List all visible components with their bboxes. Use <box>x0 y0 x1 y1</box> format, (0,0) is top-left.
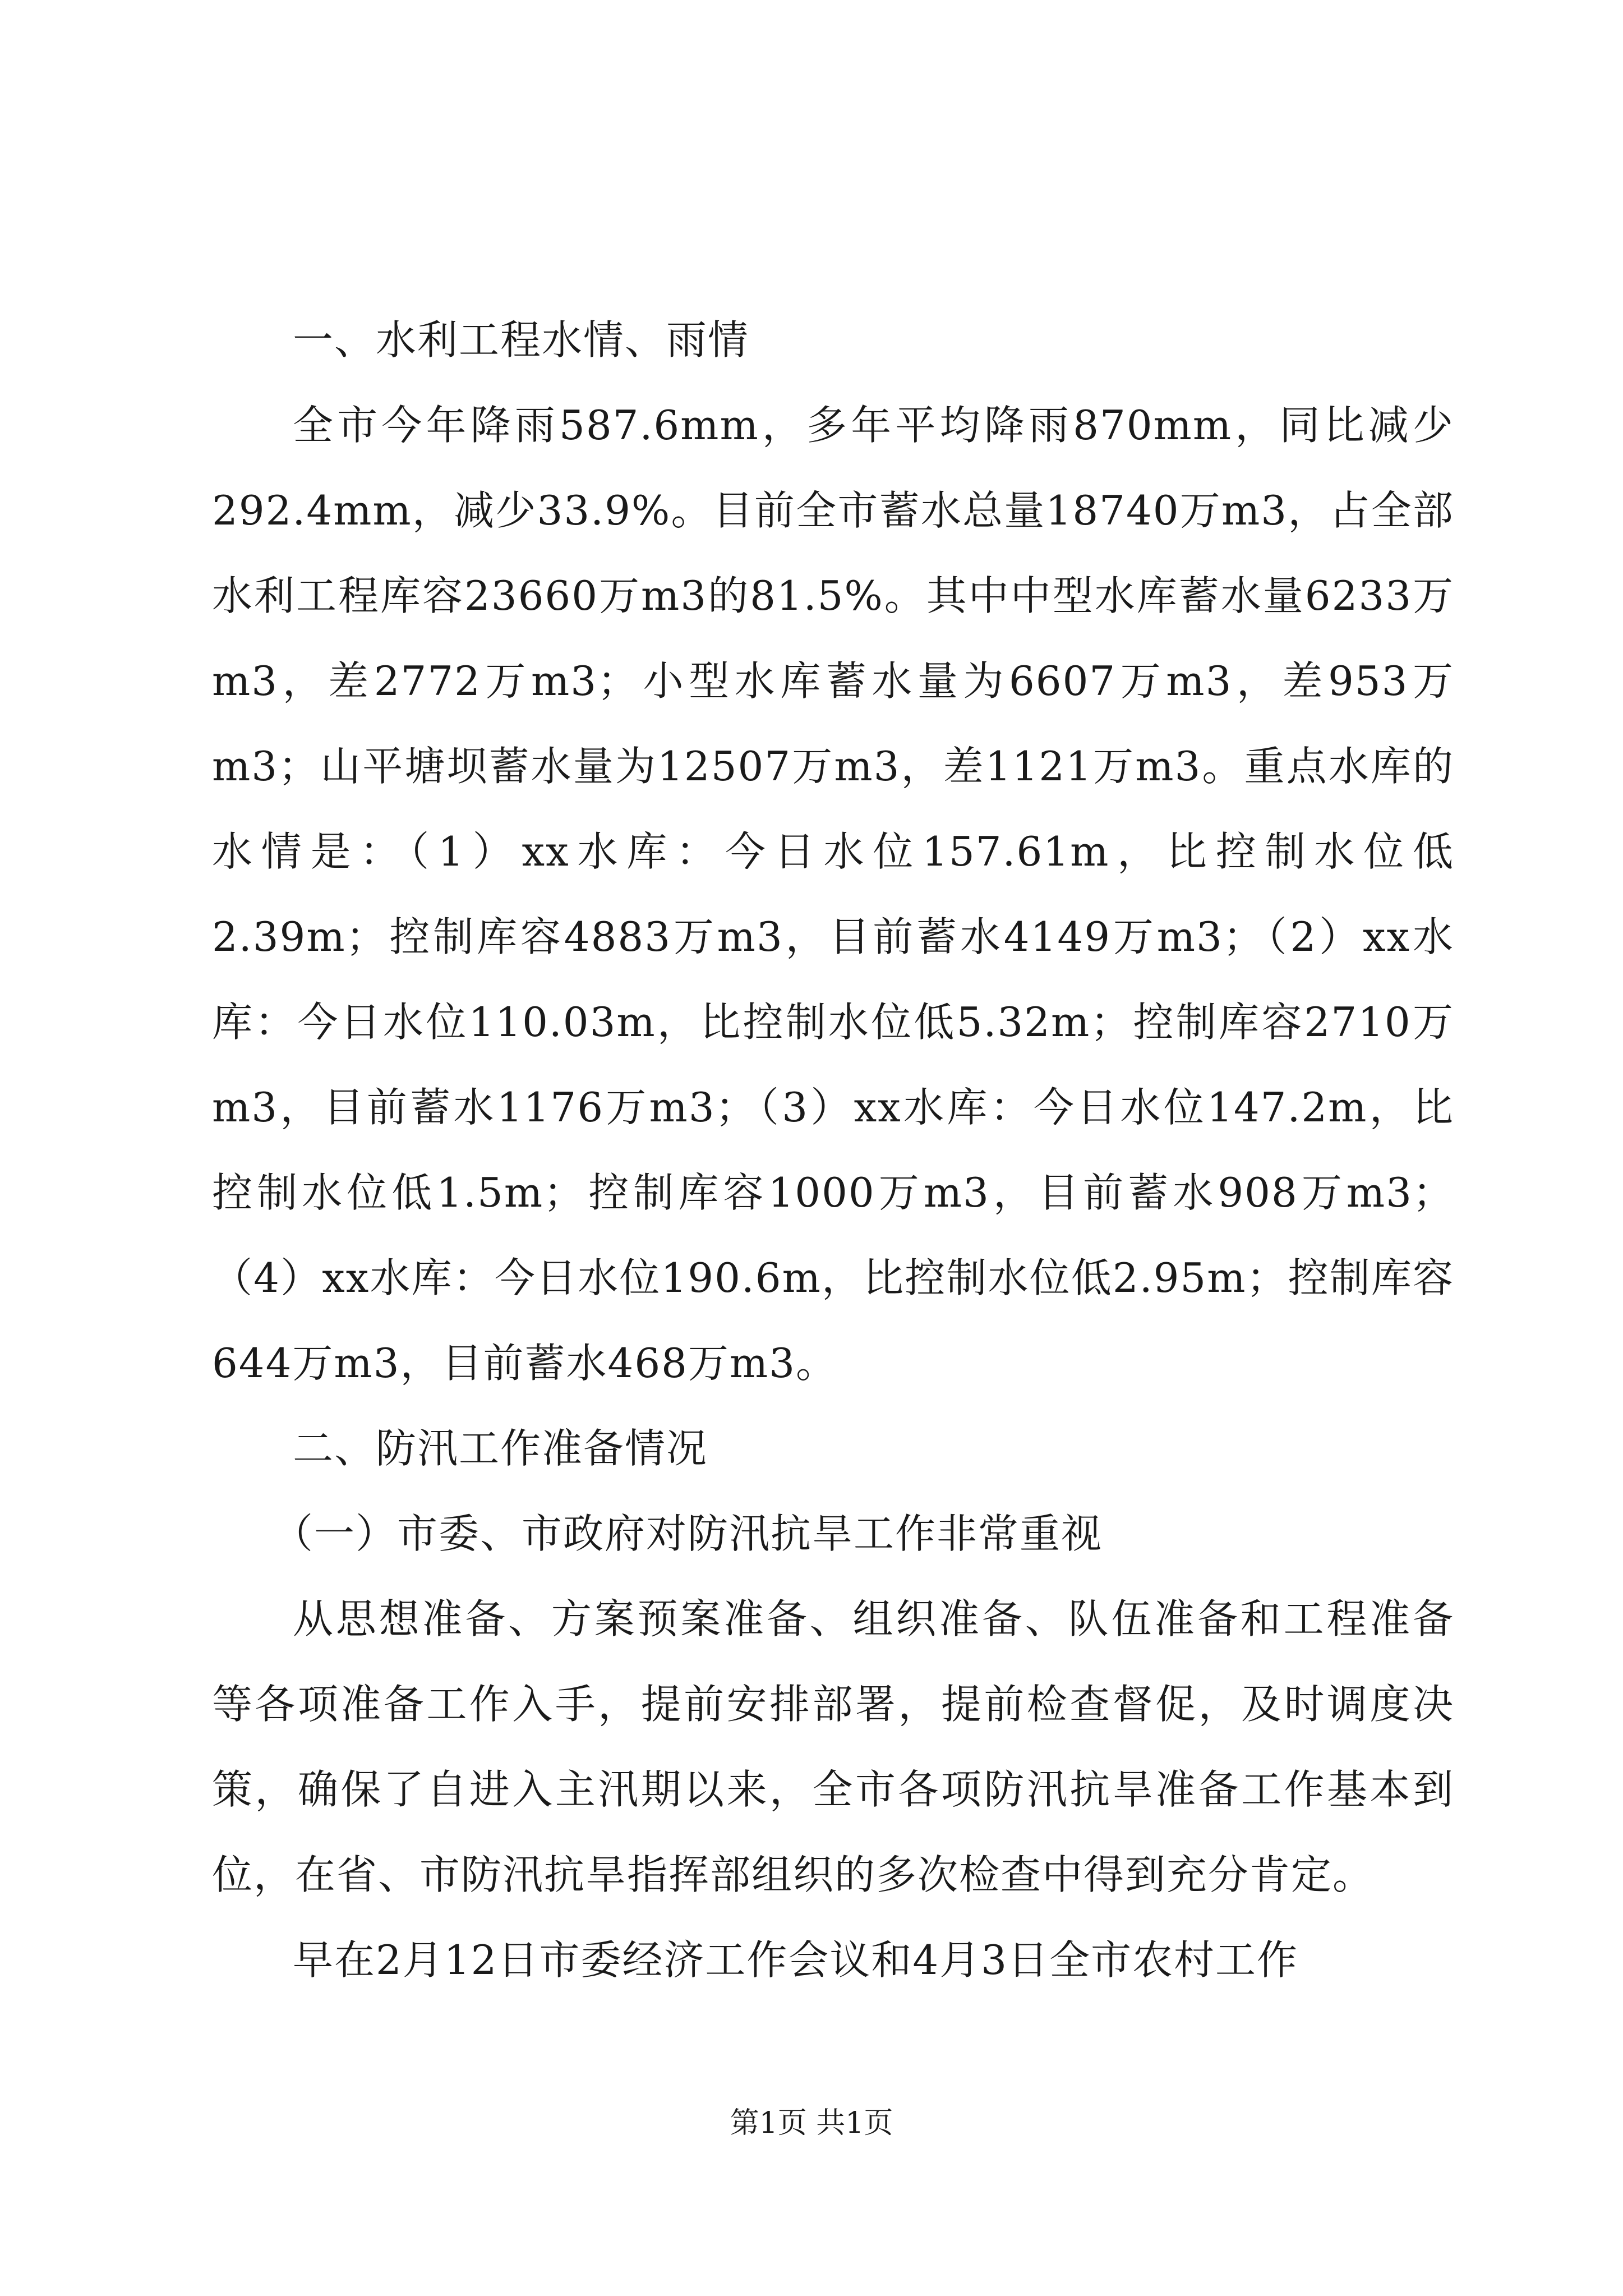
section2-paragraph-1: 从思想准备、方案预案准备、组织准备、队伍准备和工程准备等各项准备工作入手，提前安排部署，提前检查督促，及时调度决策，确保了自进入主汛期以来，全市各项防汛抗旱准备工作基本到位，在省、市防汛抗旱指挥部组织的多次检查中得到充分肯定。 <box>212 1595 1454 1898</box>
section1-heading: 一、水利工程水情、雨情 <box>293 316 750 364</box>
section2-subheading: （一）市委、市政府对防汛抗旱工作非常重视 <box>273 1510 1103 1557</box>
section1-paragraph: 全市今年降雨587.6mm，多年平均降雨870mm，同比减少292.4mm，减少33.9%。目前全市蓄水总量18740万m3，占全部水利工程库容23660万m3的81.5%。其中中型水库蓄水量6233万m3，差2772万m3；小型水库蓄水量为6607万m3，差953万m3；山平塘坝蓄水量为12507万m3，差1121万m3。重点水库的水情是：（1）xx水库：今日水位157.61m，比控制水位低2.39m；控制库容4883万m3，目前蓄水4149万m3；（2）xx水库：今日水位110.03m，比控制水位低5.32m；控制库容2710万m3，目前蓄水1176万m3；（3）xx水库：今日水位147.2m，比控制水位低1.5m；控制库容1000万m3，目前蓄水908万m3；（4）xx水库：今日水位190.6m，比控制水位低2.95m；控制库容644万m3，目前蓄水468万m3。 <box>212 402 1454 1387</box>
section2-heading: 二、防汛工作准备情况 <box>293 1425 708 1472</box>
page-footer: 第1页 共1页 <box>730 2106 893 2140</box>
document-body <box>212 297 1454 2003</box>
section2-paragraph-2: 早在2月12日市委经济工作会议和4月3日全市农村工作 <box>293 1936 1299 1984</box>
